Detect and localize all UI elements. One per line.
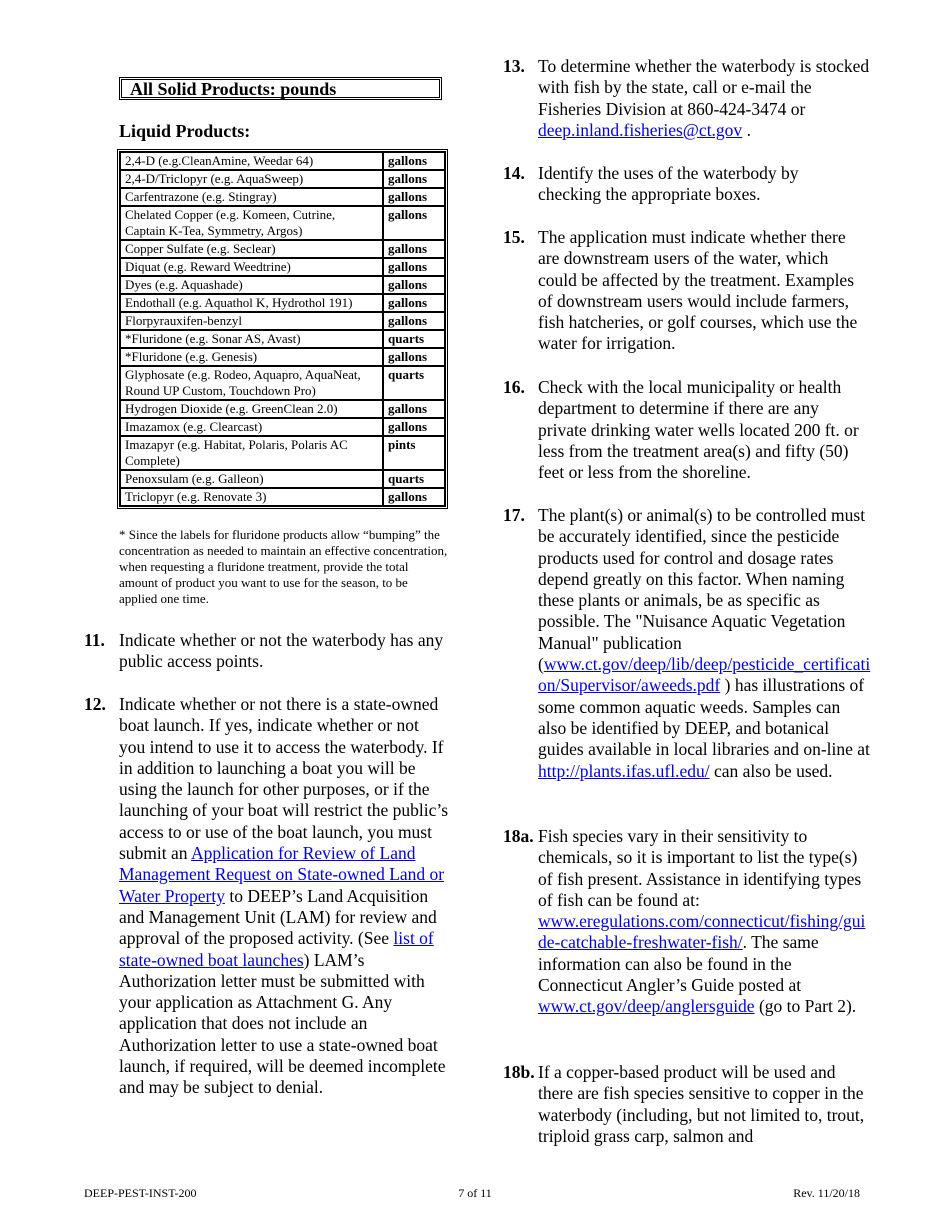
table-row	[120, 152, 445, 170]
product-unit: gallons	[383, 240, 445, 258]
table-row	[120, 436, 445, 470]
aquatic-vegetation-manual-link[interactable]: www.ct.gov/deep/lib/deep/pesticide_certification/Supervisor/aweeds.pdf	[538, 654, 871, 696]
product-name: Florpyrauxifen-benzyl	[120, 312, 383, 330]
text-segment: To determine whether the waterbody is stocked with fish by the state, call or e-mail the Fisheries Division at 860-424-3474 or	[538, 56, 870, 119]
item-number: 16.	[503, 377, 525, 397]
item-number: 11.	[84, 630, 105, 650]
product-unit: pints	[383, 436, 445, 470]
item-number: 18b.	[503, 1062, 535, 1082]
item-number: 18a.	[503, 826, 534, 846]
product-name: Carfentrazone (e.g. Stingray)	[120, 188, 383, 206]
product-unit: gallons	[383, 488, 445, 506]
item-text: If a copper-based product will be used and there are fish species sensitive to copper in the waterbody (including, but not limited to, trout, triploid grass carp, salmon and	[538, 1062, 865, 1146]
text-segment: (go to Part 2).	[754, 996, 857, 1017]
product-unit: gallons	[383, 276, 445, 294]
text-segment: ) LAM’s Authorization letter must be submitted with your application as Attachment G. Any application that does not include an Authorization letter to use a state-owned boat launch, if required, will be deemed incomplete and may be subject to denial.	[119, 949, 446, 1098]
anglers-guide-link[interactable]: www.ct.gov/deep/anglersguide	[538, 996, 755, 1017]
table-row	[120, 488, 445, 506]
footer-page-number: 7 of 11	[458, 1186, 492, 1200]
product-unit: gallons	[383, 258, 445, 276]
table-row	[120, 206, 445, 240]
item-number: 14.	[503, 163, 525, 183]
fluridone-note: * Since the labels for fluridone products allow “bumping” the concentration as needed to maintain an effective concentration, when requesting a fluridone treatment, provide the total amount of product you want to use for the season, to be applied one time.	[119, 527, 448, 606]
product-unit: gallons	[383, 312, 445, 330]
item-text: Check with the local municipality or health department to determine if there are any private drinking water wells located 200 ft. or less from the treatment area(s) and fifty (50) feet or less from the shoreline.	[538, 377, 859, 483]
product-name: Hydrogen Dioxide (e.g. GreenClean 2.0)	[120, 400, 383, 418]
table-row	[120, 470, 445, 488]
text-segment: Fish species vary in their sensitivity to chemicals, so it is important to list the type(s) of fish present. Assistance in identifying types of fish can be found at:	[538, 826, 862, 910]
table-row	[120, 276, 445, 294]
table-row	[120, 294, 445, 312]
product-name: Glyphosate (e.g. Rodeo, Aquapro, AquaNeat, Round UP Custom, Touchdown Pro)	[120, 366, 383, 400]
text-segment: Indicate whether or not there is a state-owned boat launch. If yes, indicate whether or not you intend to use it to access the waterbody. If in addition to launching a boat you will be using the launch for other purposes, or if the launching of your boat will restrict the public’s access to or use of the boat launch, you must submit an	[119, 694, 449, 864]
product-name: Chelated Copper (e.g. Komeen, Cutrine, Captain K-Tea, Symmetry, Argos)	[120, 206, 383, 240]
product-unit: gallons	[383, 152, 445, 170]
item-text	[119, 694, 449, 1099]
table-row	[120, 188, 445, 206]
product-unit: gallons	[383, 188, 445, 206]
footer-form-id: DEEP-PEST-INST-200	[84, 1186, 197, 1200]
product-unit: gallons	[383, 206, 445, 240]
item-text: Identify the uses of the waterbody by checking the appropriate boxes.	[538, 163, 799, 205]
item-number: 17.	[503, 505, 525, 525]
text-segment: . The same information can also be found in the Connecticut Angler’s Guide posted at	[538, 932, 819, 996]
footer-revision: Rev. 11/20/18	[793, 1186, 860, 1200]
table-row	[120, 400, 445, 418]
boat-launches-list-link[interactable]: list of state-owned boat launches	[119, 928, 434, 970]
product-name: Imazapyr (e.g. Habitat, Polaris, Polaris AC Complete)	[120, 436, 383, 470]
product-name: Endothall (e.g. Aquathol K, Hydrothol 191)	[120, 294, 383, 312]
text-segment: to DEEP’s Land Acquisition and Management Unit (LAM) for review and approval of the proposed activity. (See	[119, 885, 437, 949]
item-text: Indicate whether or not the waterbody has any public access points.	[119, 630, 444, 672]
item-text	[538, 826, 871, 1018]
text-segment: can also be used.	[709, 760, 833, 781]
text-segment: .	[742, 119, 751, 140]
product-unit: quarts	[383, 470, 445, 488]
product-name: Imazamox (e.g. Clearcast)	[120, 418, 383, 436]
product-name: Diquat (e.g. Reward Weedtrine)	[120, 258, 383, 276]
product-name: Triclopyr (e.g. Renovate 3)	[120, 488, 383, 506]
product-unit: quarts	[383, 330, 445, 348]
plants-ifas-link[interactable]: http://plants.ifas.ufl.edu/	[538, 760, 710, 781]
item-number: 12.	[84, 694, 106, 714]
table-row	[120, 170, 445, 188]
product-unit: gallons	[383, 400, 445, 418]
table-row	[120, 348, 445, 366]
product-name: *Fluridone (e.g. Genesis)	[120, 348, 383, 366]
item-text	[538, 56, 871, 141]
item-number: 15.	[503, 227, 525, 247]
product-name: 2,4-D (e.g.CleanAmine, Weedar 64)	[120, 152, 383, 170]
table-row	[120, 330, 445, 348]
item-text: The application must indicate whether there are downstream users of the water, which could be affected by the treatment. Examples of downstream users would include farmers, fish hatcheries, or golf courses, which use the water for irrigation.	[538, 227, 858, 354]
product-name: 2,4-D/Triclopyr (e.g. AquaSweep)	[120, 170, 383, 188]
table-row	[120, 366, 445, 400]
item-number: 13.	[503, 56, 525, 76]
freshwater-fish-guide-link[interactable]: www.eregulations.com/connecticut/fishing/guide-catchable-freshwater-fish/	[538, 911, 866, 953]
table-row	[120, 258, 445, 276]
text-segment: ) has illustrations of some common aquatic weeds. Samples can also be identified by DEEP, and botanical guides available in local libraries and on-line at	[538, 675, 870, 760]
product-name: Penoxsulam (e.g. Galleon)	[120, 470, 383, 488]
product-unit: gallons	[383, 348, 445, 366]
solid-products-box: All Solid Products: pounds	[119, 77, 442, 100]
product-unit: quarts	[383, 366, 445, 400]
product-name: *Fluridone (e.g. Sonar AS, Avast)	[120, 330, 383, 348]
item-text	[538, 505, 871, 782]
product-unit: gallons	[383, 170, 445, 188]
product-name: Dyes (e.g. Aquashade)	[120, 276, 383, 294]
fisheries-email-link[interactable]: deep.inland.fisheries@ct.gov	[538, 119, 743, 140]
table-row	[120, 240, 445, 258]
product-unit: gallons	[383, 294, 445, 312]
product-unit: gallons	[383, 418, 445, 436]
land-management-application-link[interactable]: Application for Review of Land Management Request on State-owned Land or Water Property	[119, 843, 445, 906]
product-name: Copper Sulfate (e.g. Seclear)	[120, 240, 383, 258]
liquid-products-heading: Liquid Products:	[119, 121, 251, 141]
table-row	[120, 418, 445, 436]
text-segment: The plant(s) or animal(s) to be controlled must be accurately identified, since the pesticide products used for control and dosage rates depend greatly on this factor. When naming these plants or animals, be as specific as possible. The "Nuisance Aquatic Vegetation Manual" publication (	[538, 505, 866, 675]
liquid-products-table	[119, 151, 446, 507]
table-row	[120, 312, 445, 330]
